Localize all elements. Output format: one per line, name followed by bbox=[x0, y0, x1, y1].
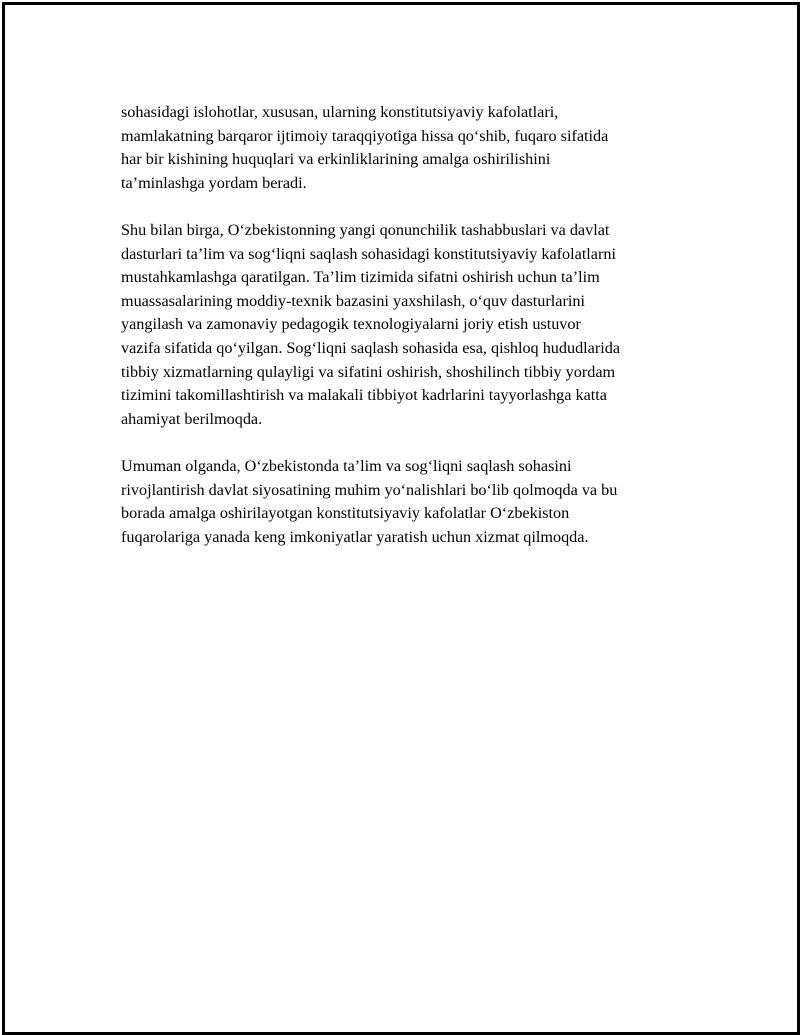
text-line: vazifa sifatida qo‘yilgan. Sog‘liqni saqlash sohasida esa, qishloq hududlarida bbox=[121, 338, 621, 357]
text-line: dasturlari ta’lim va sog‘liqni saqlash sohasidagi konstitutsiyaviy kafolatlarni bbox=[121, 244, 616, 263]
text-line: muassasalarining moddiy-texnik bazasini yaxshilash, o‘quv dasturlarini bbox=[121, 291, 585, 310]
text-line: borada amalga oshirilayotgan konstitutsiyaviy kafolatlar O‘zbekiston bbox=[121, 504, 570, 523]
text-line: mustahkamlashga qaratilgan. Ta’lim tizimida sifatni oshirish uchun ta’lim bbox=[121, 268, 600, 287]
text-line: tibbiy xizmatlarning qulayligi va sifatini oshirish, shoshilinch tibbiy yordam bbox=[121, 362, 616, 381]
text-line: yangilash va zamonaviy pedagogik texnologiyalarni joriy etish ustuvor bbox=[121, 315, 581, 334]
text-line: Umuman olganda, O‘zbekistonda ta’lim va sog‘liqni saqlash sohasini bbox=[121, 456, 572, 475]
paragraph bbox=[121, 455, 701, 549]
text-line: sohasidagi islohotlar, xususan, ularning konstitutsiyaviy kafolatlari, bbox=[121, 103, 559, 121]
text-line: Shu bilan birga, O‘zbekistonning yangi qonunchilik tashabbuslari va davlat bbox=[121, 220, 610, 239]
text-line: ahamiyat berilmoqda. bbox=[121, 409, 263, 428]
text-line: har bir kishining huquqlari va erkinliklarining amalga oshirilishini bbox=[121, 150, 551, 169]
document-body bbox=[121, 101, 701, 573]
text-line: rivojlantirish davlat siyosatining muhim yo‘nalishlari bo‘lib qolmoqda va bu bbox=[121, 480, 618, 499]
text-line: mamlakatning barqaror ijtimoiy taraqqiyotiga hissa qo‘shib, fuqaro sifatida bbox=[121, 126, 609, 145]
paragraph bbox=[121, 219, 701, 431]
page-frame bbox=[2, 2, 800, 1035]
text-line: tizimini takomillashtirish va malakali tibbiyot kadrlarini tayyorlashga katta bbox=[121, 386, 607, 405]
text-line: ta’minlashga yordam beradi. bbox=[121, 173, 307, 192]
text-line: fuqarolariga yanada keng imkoniyatlar yaratish uchun xizmat qilmoqda. bbox=[121, 527, 589, 546]
paragraph bbox=[121, 101, 701, 195]
